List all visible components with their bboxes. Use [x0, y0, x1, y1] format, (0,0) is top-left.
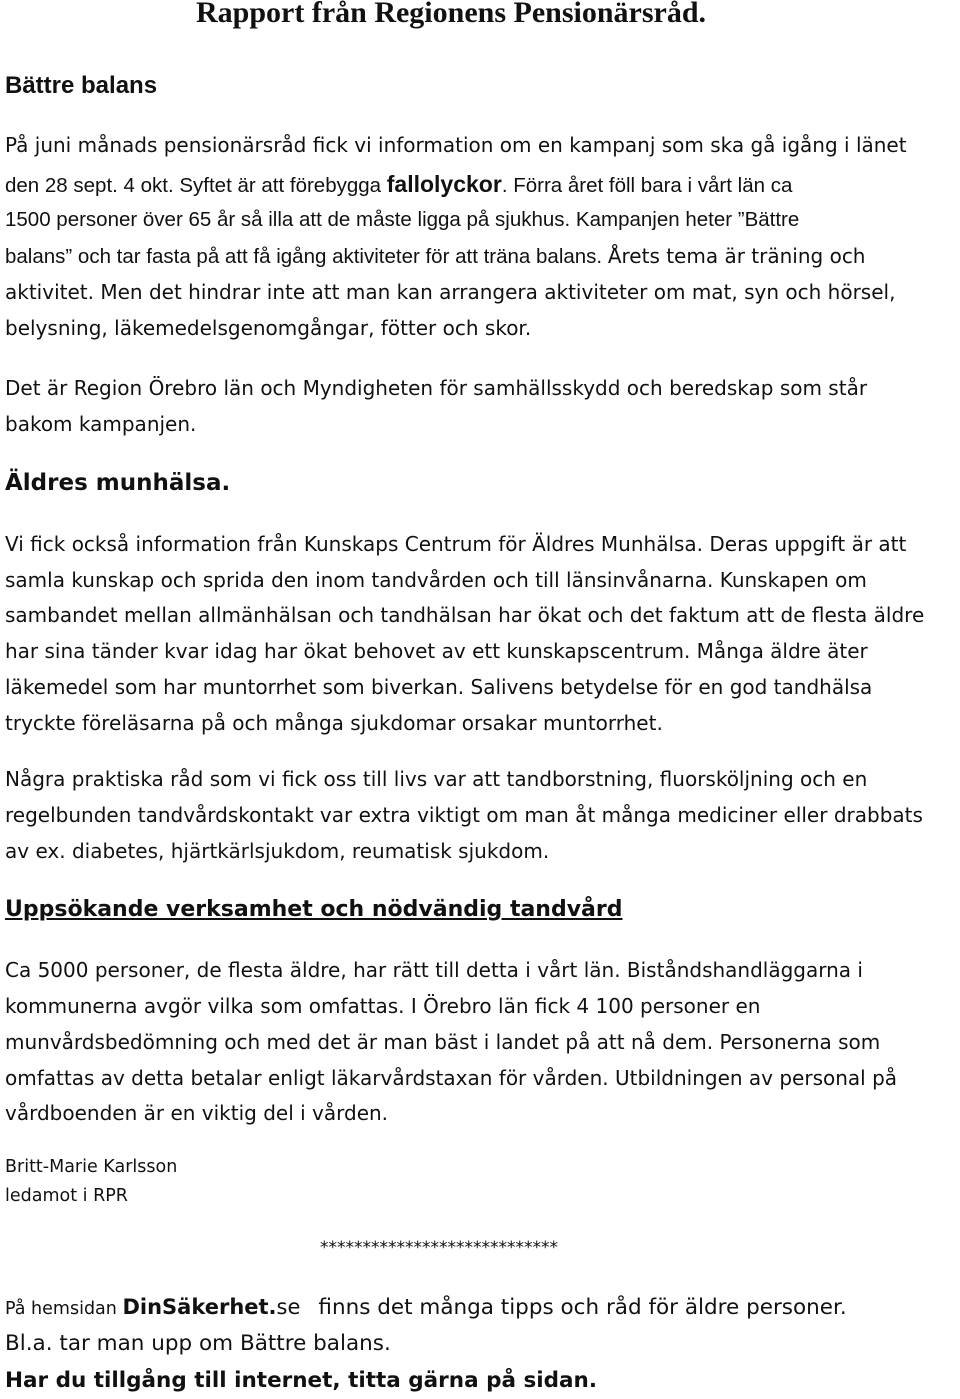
- keyword-fallolyckor: fallolyckor: [386, 171, 502, 197]
- text-line: samla kunskap och sprida den inom tandvården och till länsinvånarna. Kunskapen om: [5, 568, 867, 592]
- text-line: har sina tänder kvar idag har ökat behovet av ett kunskapscentrum. Många äldre äter: [5, 639, 868, 663]
- text-line: munvårdsbedömning och med det är man bäst i landet på att nå dem. Personerna som: [5, 1030, 881, 1054]
- text-fragment: 1500 personer över 65 år så illa att de måste ligga på sjukhus.: [5, 208, 576, 231]
- footer-line-2: Bl.a. tar man upp om Bättre balans.: [5, 1331, 391, 1356]
- signature-name: Britt-Marie Karlsson: [5, 1157, 178, 1177]
- text-line: belysning, läkemedelsgenomgångar, fötter och skor.: [5, 316, 532, 340]
- page-title: Rapport från Regionens Pensionärsråd.: [196, 0, 707, 29]
- text-line: läkemedel som har muntorrhet som biverkan. Salivens betydelse för en god tandhälsa: [5, 675, 873, 699]
- footer-prefix: På hemsidan: [5, 1299, 123, 1319]
- footer-suffix: finns det många tipps och råd för äldre personer.: [318, 1295, 847, 1320]
- text-fragment: Kampanjen heter ”Bättre: [575, 208, 800, 231]
- text-line: omfattas av detta betalar enligt läkarvårdstaxan för vården. Utbildningen av personal på: [5, 1066, 898, 1090]
- text-line: [5, 280, 895, 304]
- heading-battre-balans: Bättre balans: [5, 72, 158, 99]
- text-line: Vi fick också information från Kunskaps Centrum för Äldres Munhälsa. Deras uppgift är att: [5, 532, 907, 556]
- text-line: [5, 244, 865, 269]
- signature-role: ledamot i RPR: [5, 1186, 128, 1206]
- text-line: Ca 5000 personer, de flesta äldre, har rätt till detta i vårt län. Biståndshandläggarna i: [5, 958, 863, 982]
- text-line: tryckte föreläsarna på och många sjukdomar orsakar muntorrhet.: [5, 711, 663, 735]
- text-line: [5, 208, 799, 232]
- text-line: sambandet mellan allmänhälsan och tandhälsan har ökat och det faktum att de flesta äldre: [5, 603, 925, 627]
- separator-stars: ****************************: [320, 1238, 558, 1258]
- text-fragment: aktivitet.: [5, 280, 101, 304]
- text-fragment: balans” och tar fasta på att få igång aktiviteter för att träna balans.: [5, 245, 608, 268]
- site-link-bold: DinSäkerhet.: [122, 1295, 277, 1319]
- text-fragment: Årets tema är träning och: [607, 244, 866, 268]
- text-line: vårdboenden är en viktig del i vården.: [5, 1101, 389, 1125]
- text-fragment: . Förra året föll bara i vårt län ca: [501, 174, 793, 197]
- text-line: kommunerna avgör vilka som omfattas. I Örebro län fick 4 100 personer en: [5, 994, 761, 1018]
- footer-line: [5, 1295, 847, 1320]
- heading-aldres-munhalsa: Äldres munhälsa.: [5, 470, 231, 496]
- text-line: Det är Region Örebro län och Myndigheten för samhällsskydd och beredskap som står: [5, 376, 868, 400]
- text-line: av ex. diabetes, hjärtkärlsjukdom, reumatisk sjukdom.: [5, 839, 550, 863]
- text-line: [5, 171, 792, 198]
- heading-uppsokande: Uppsökande verksamhet och nödvändig tandvård: [5, 897, 623, 922]
- text-line: På juni månads pensionärsråd fick vi information om en kampanj som ska gå igång i länet: [5, 133, 907, 157]
- text-line: Några praktiska råd som vi fick oss till livs var att tandborstning, fluorsköljning och en: [5, 767, 868, 791]
- footer-line-3: Har du tillgång till internet, titta gärna på sidan.: [5, 1368, 597, 1393]
- site-link-rest: se: [276, 1295, 301, 1319]
- text-line: bakom kampanjen.: [5, 412, 197, 436]
- site-link[interactable]: [122, 1295, 300, 1319]
- text-fragment: den 28 sept. 4 okt. Syftet är att förebygga: [5, 174, 387, 197]
- text-line: regelbunden tandvårdskontakt var extra viktigt om man åt många mediciner eller drabbats: [5, 803, 923, 827]
- text-fragment: Men det hindrar inte att man kan arrangera aktiviteter om mat, syn och hörsel,: [100, 280, 896, 304]
